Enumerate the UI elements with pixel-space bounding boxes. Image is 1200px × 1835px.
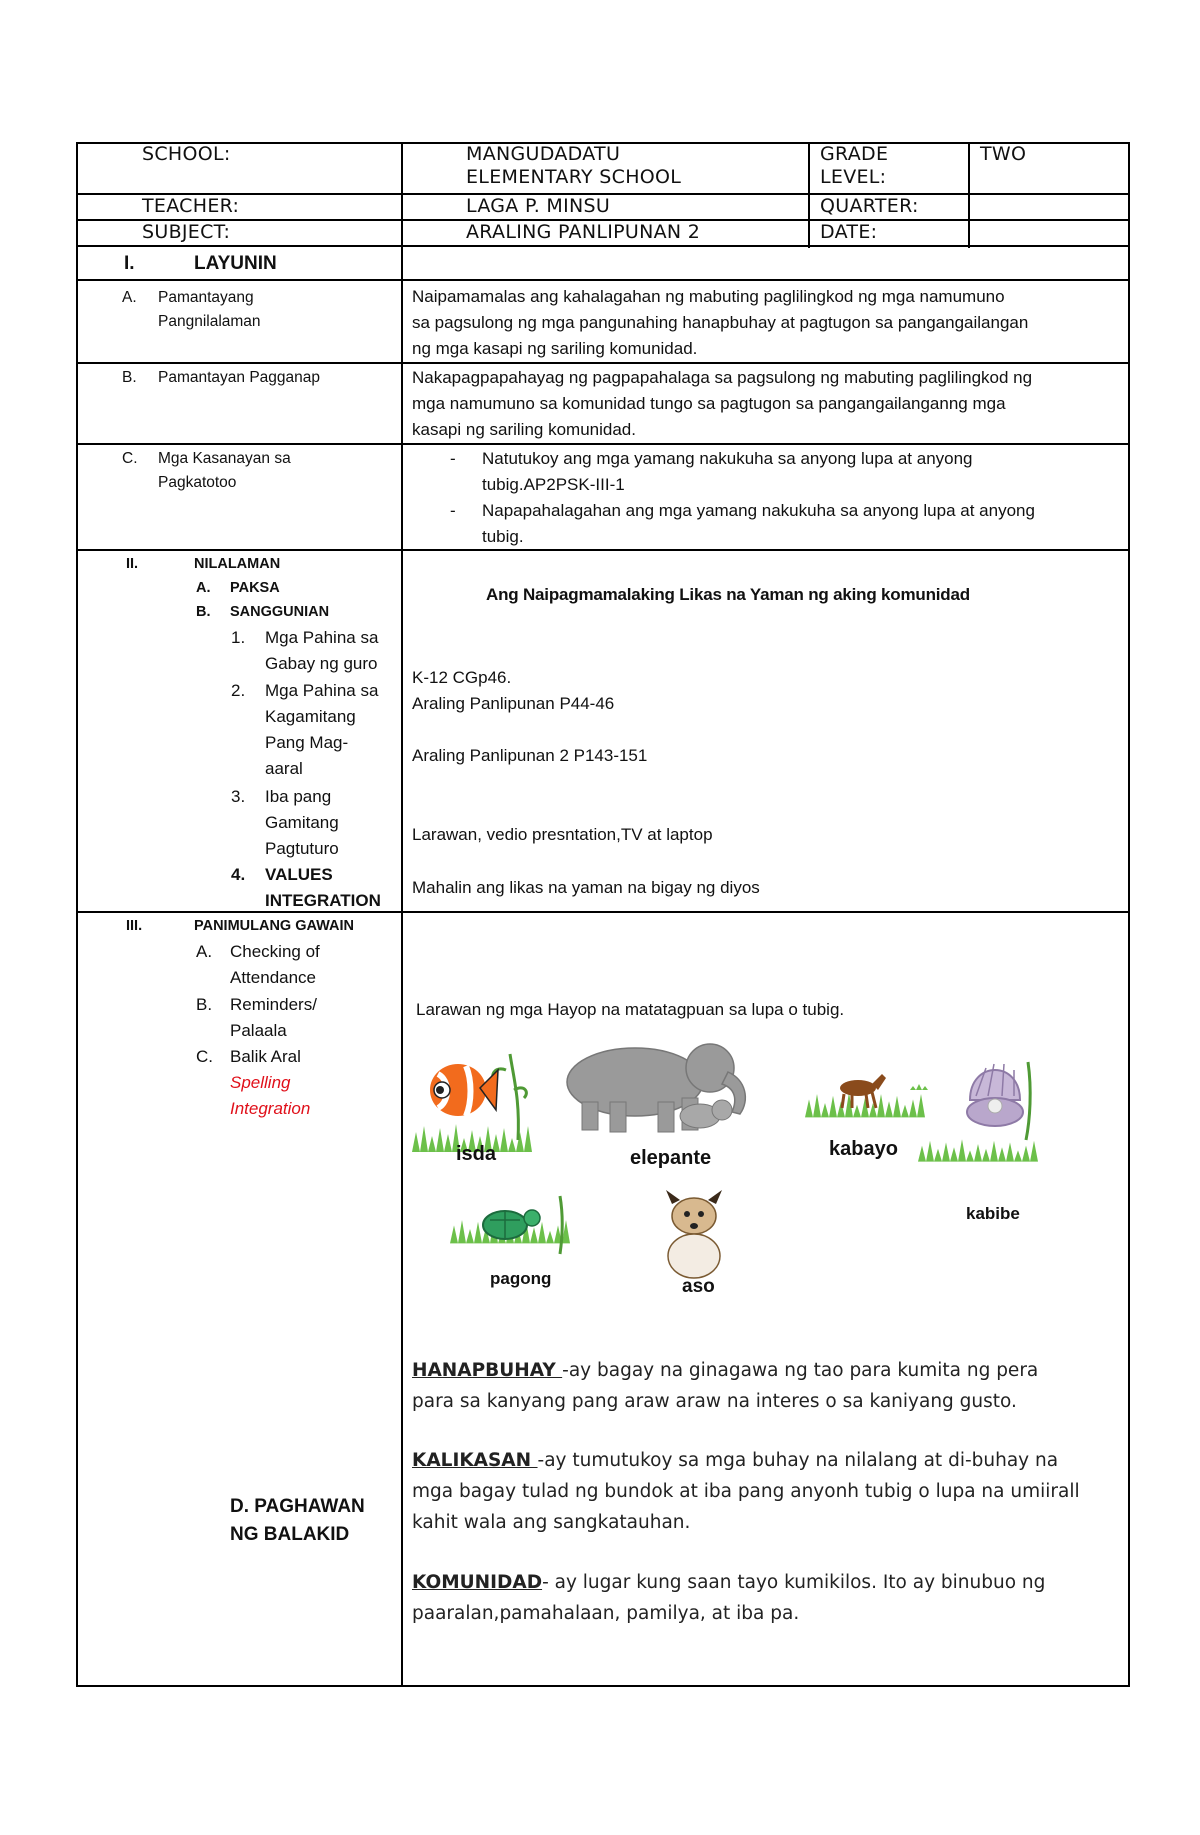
dog-icon — [666, 1190, 722, 1278]
ref-ap-44: Araling Panlipunan P44-46 — [412, 694, 615, 713]
label-elepante: elepante — [630, 1147, 712, 1169]
definition-kalikasan: KALIKASAN -ay tumutukoy sa mga buhay na nilalang at di-buhay na mga bagay tulad ng bundok at iba pang anyonh tubig o lupa na umiirall kahit wala ang sangkatauhan. — [412, 1450, 1080, 1533]
reminders-palaala: Reminders/ Palaala — [230, 995, 317, 1040]
label-pagong: pagong — [490, 1269, 552, 1288]
checking-attendance: Checking of Attendance — [230, 942, 320, 987]
layunin-a-label: Pamantayang Pangnilalaman — [158, 289, 261, 330]
teacher-value: LAGA P. MINSU — [466, 195, 611, 217]
school-label: SCHOOL: — [142, 143, 231, 165]
definition-hanapbuhay: HANAPBUHAY -ay bagay na ginagawa ng tao para kumita ng pera para sa kanyang pang araw araw na interes o sa kaniyang gusto. — [412, 1360, 1039, 1412]
layunin-b-label: Pamantayan Pagganap — [158, 369, 321, 386]
paksa-letter: A. — [196, 580, 211, 596]
paksa-label: PAKSA — [230, 580, 280, 596]
layunin-num: I. — [124, 253, 135, 274]
panimula-num: III. — [126, 918, 143, 934]
materials-text: Larawan, vedio presntation,TV at laptop — [412, 825, 713, 844]
sanggunian-1-num: 1. — [231, 628, 246, 647]
quarter-label: QUARTER: — [820, 195, 919, 217]
panimula-a-letter: A. — [196, 942, 213, 961]
layunin-c-letter: C. — [122, 450, 138, 467]
sanggunian-3: Iba pang Gamitang Pagtuturo — [265, 787, 339, 858]
subject-label: SUBJECT: — [142, 221, 231, 243]
layunin-b-letter: B. — [122, 369, 137, 386]
sanggunian-1: Mga Pahina sa Gabay ng guro — [265, 628, 379, 673]
panimula-c-letter: C. — [196, 1047, 213, 1066]
layunin-c-dash2: - — [450, 501, 456, 520]
horse-icon — [805, 1074, 928, 1117]
sanggunian-4: VALUES INTEGRATION — [265, 865, 381, 910]
nilalaman-num: II. — [126, 556, 139, 572]
subject-value: ARALING PANLIPUNAN 2 — [466, 221, 701, 243]
layunin-c-dash1: - — [450, 449, 456, 468]
label-kabibe: kabibe — [966, 1204, 1020, 1223]
teacher-label: TEACHER: — [142, 195, 240, 217]
animal-illustrations — [410, 1040, 1050, 1290]
layunin-c-item1: Natutukoy ang mga yamang nakukuha sa anyong lupa at anyong tubig.AP2PSK-III-1 — [482, 449, 973, 494]
sanggunian-4-num: 4. — [231, 865, 246, 884]
panimula-title: PANIMULANG GAWAIN — [194, 918, 355, 934]
values-text: Mahalin ang likas na yaman na bigay ng diyos — [412, 878, 760, 897]
layunin-c-item2: Napapahalagahan ang mga yamang nakukuha sa anyong lupa at anyong tubig. — [482, 501, 1035, 546]
nilalaman-title: NILALAMAN — [194, 556, 281, 572]
layunin-c-label: Mga Kasanayan sa Pagkatotoo — [158, 450, 291, 491]
ref-cg: K-12 CGp46. — [412, 668, 512, 687]
label-kabayo: kabayo — [829, 1138, 898, 1160]
balik-aral: Balik Aral Spelling Integration — [230, 1047, 311, 1118]
sanggunian-3-num: 3. — [231, 787, 246, 806]
ref-ap-143: Araling Panlipunan 2 P143-151 — [412, 746, 648, 765]
sanggunian-letter: B. — [196, 604, 211, 620]
animals-caption: Larawan ng mga Hayop na matatagpuan sa lupa o tubig. — [416, 1000, 845, 1019]
sanggunian-2-num: 2. — [231, 681, 246, 700]
grade-label: GRADE LEVEL: — [820, 143, 889, 188]
turtle-icon — [450, 1196, 570, 1254]
sanggunian-2: Mga Pahina sa Kagamitang Pang Mag- aaral — [265, 681, 379, 778]
paghawan-ng-balakid: D. PAGHAWAN NG BALAKID — [230, 1496, 365, 1545]
date-label: DATE: — [820, 221, 878, 243]
label-isda: isda — [456, 1143, 497, 1165]
panimula-b-letter: B. — [196, 995, 213, 1014]
fish-icon — [412, 1054, 532, 1152]
layunin-b-text: Nakapagpapahayag ng pagpapahalaga sa pagsulong ng mabuting paglilingkod ng mga namumuno sa komunidad tungo sa pagtugon sa pangangailanganng mga kasapi ng sariling komunidad. — [412, 368, 1033, 439]
grade-value: TWO — [980, 143, 1027, 165]
school-value: MANGUDADATU ELEMENTARY SCHOOL — [466, 143, 682, 188]
layunin-a-text: Naipamamalas ang kahalagahan ng mabuting paglilingkod ng mga namumuno sa pagsulong ng mga pangunahing hanapbuhay at pagtugon sa pangangailangan ng mga kasapi ng sariling komunidad. — [412, 287, 1029, 358]
definition-komunidad: KOMUNIDAD- ay lugar kung saan tayo kumikilos. Ito ay binubuo ng paaralan,pamahalaan, pamilya, at iba pa. — [412, 1572, 1046, 1624]
label-aso: aso — [682, 1276, 715, 1297]
layunin-title: LAYUNIN — [194, 253, 277, 274]
topic-title: Ang Naipagmamalaking Likas na Yaman ng aking komunidad — [486, 585, 970, 604]
sanggunian-label: SANGGUNIAN — [230, 604, 330, 620]
layunin-a-letter: A. — [122, 289, 137, 306]
elephant-icon — [567, 1044, 745, 1132]
clam-icon — [918, 1062, 1038, 1162]
